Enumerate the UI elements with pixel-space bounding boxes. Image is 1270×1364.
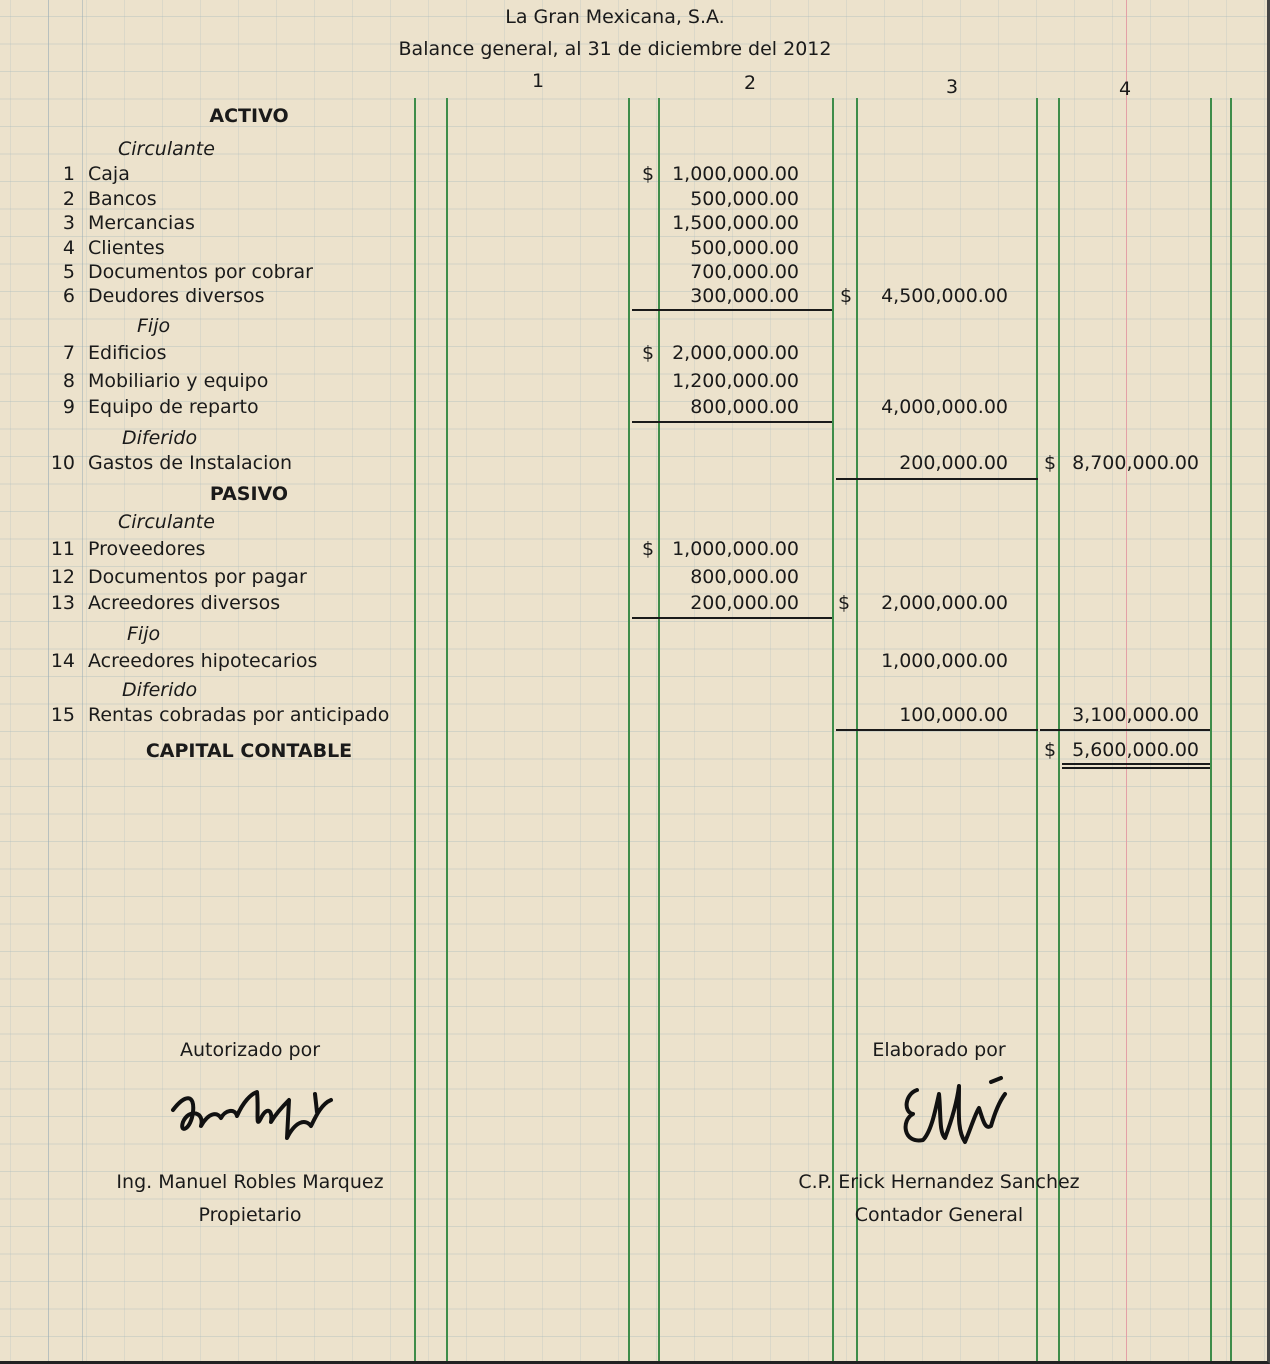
amount-col2: 800,000.00 — [690, 566, 799, 588]
total-double-rule — [1062, 767, 1210, 769]
currency-sign: $ — [838, 592, 851, 614]
column-rule — [628, 98, 630, 1361]
row-number: 6 — [62, 285, 75, 307]
amount-col2: 2,000,000.00 — [672, 342, 799, 364]
account-name: Documentos por pagar — [88, 566, 307, 588]
row-number: 2 — [62, 188, 75, 210]
account-name: Clientes — [88, 237, 165, 259]
currency-sign: $ — [1044, 452, 1057, 474]
column-header-2: 2 — [743, 72, 757, 94]
amount-col2: 1,000,000.00 — [672, 538, 799, 560]
row-number: 7 — [62, 342, 75, 364]
row-number: 5 — [62, 261, 75, 283]
amount-col2: 500,000.00 — [690, 237, 799, 259]
subsection-diferido: Diferido — [122, 679, 198, 701]
row-number: 8 — [62, 370, 75, 392]
account-name: Documentos por cobrar — [88, 261, 313, 283]
currency-sign: $ — [1044, 739, 1057, 761]
account-name: Bancos — [88, 188, 157, 210]
total-double-rule — [1062, 763, 1210, 765]
report-title: Balance general, al 31 de diciembre del 2012 — [398, 38, 832, 60]
row-number: 14 — [50, 650, 75, 672]
account-name: Proveedores — [88, 538, 206, 560]
row-number: 15 — [50, 704, 75, 726]
account-name: Caja — [88, 163, 130, 185]
amount-col2: 200,000.00 — [690, 592, 799, 614]
amount-col4: 3,100,000.00 — [1072, 704, 1199, 726]
column-rule — [1230, 98, 1232, 1361]
row-number: 4 — [62, 237, 75, 259]
subsection-fijo: Fijo — [137, 315, 171, 337]
subsection-circulante: Circulante — [118, 138, 215, 160]
currency-sign: $ — [642, 163, 655, 185]
amount-col3: 1,000,000.00 — [881, 650, 1008, 672]
authorizer-name: Ing. Manuel Robles Marquez — [116, 1171, 384, 1193]
row-number: 12 — [50, 566, 75, 588]
account-name: Deudores diversos — [88, 285, 265, 307]
row-number: 3 — [62, 212, 75, 234]
preparer-role: Contador General — [854, 1204, 1024, 1226]
amount-col2: 1,500,000.00 — [672, 212, 799, 234]
amount-col3: 4,000,000.00 — [881, 396, 1008, 418]
amount-col4: 5,600,000.00 — [1072, 739, 1199, 761]
subsection-circulante: Circulante — [118, 511, 215, 533]
amount-col2: 800,000.00 — [690, 396, 799, 418]
column-header-4: 4 — [1118, 78, 1132, 100]
company-name: La Gran Mexicana, S.A. — [505, 6, 725, 28]
authorizer-role: Propietario — [198, 1204, 302, 1226]
row-number: 11 — [50, 538, 75, 560]
section-activo: ACTIVO — [209, 105, 289, 127]
section-pasivo: PASIVO — [209, 483, 289, 505]
column-header-1: 1 — [531, 70, 545, 92]
column-header-3: 3 — [945, 76, 959, 98]
subtotal-rule — [632, 421, 832, 423]
account-name: Acreedores diversos — [88, 592, 281, 614]
amount-col2: 500,000.00 — [690, 188, 799, 210]
currency-sign: $ — [642, 342, 655, 364]
account-name: Edificios — [88, 342, 167, 364]
currency-sign: $ — [840, 285, 853, 307]
account-name: Mobiliario y equipo — [88, 370, 269, 392]
subtotal-rule — [632, 309, 832, 311]
signature-image — [165, 1082, 340, 1152]
subtotal-rule — [632, 617, 832, 619]
subtotal-rule — [1040, 729, 1210, 731]
row-number: 10 — [50, 452, 75, 474]
amount-col2: 1,200,000.00 — [672, 370, 799, 392]
signature-image — [895, 1072, 1015, 1157]
amount-col4: 8,700,000.00 — [1072, 452, 1199, 474]
margin-rule — [1126, 0, 1127, 1361]
amount-col2: 300,000.00 — [690, 285, 799, 307]
preparer-name: C.P. Erick Hernandez Sanchez — [798, 1171, 1080, 1193]
margin-rule — [82, 0, 83, 1361]
column-rule — [414, 98, 416, 1361]
subtotal-rule — [836, 729, 1038, 731]
account-name: Acreedores hipotecarios — [88, 650, 318, 672]
authorized-caption: Autorizado por — [179, 1039, 321, 1061]
account-name: Rentas cobradas por anticipado — [88, 704, 390, 726]
row-number: 1 — [62, 163, 75, 185]
column-rule — [446, 98, 448, 1361]
amount-col2: 700,000.00 — [690, 261, 799, 283]
amount-col3: 2,000,000.00 — [881, 592, 1008, 614]
amount-col3: 100,000.00 — [899, 704, 1008, 726]
amount-col2: 1,000,000.00 — [672, 163, 799, 185]
column-rule — [1210, 98, 1212, 1361]
prepared-caption: Elaborado por — [872, 1039, 1006, 1061]
row-number: 13 — [50, 592, 75, 614]
amount-col3: 200,000.00 — [899, 452, 1008, 474]
account-name: Mercancias — [88, 212, 195, 234]
amount-col3: 4,500,000.00 — [881, 285, 1008, 307]
subsection-diferido: Diferido — [122, 427, 198, 449]
account-name: Equipo de reparto — [88, 396, 259, 418]
row-number: 9 — [62, 396, 75, 418]
subsection-fijo: Fijo — [127, 623, 161, 645]
currency-sign: $ — [642, 538, 655, 560]
section-capital: CAPITAL CONTABLE — [145, 740, 353, 762]
subtotal-rule — [836, 478, 1038, 480]
account-name: Gastos de Instalacion — [88, 452, 293, 474]
